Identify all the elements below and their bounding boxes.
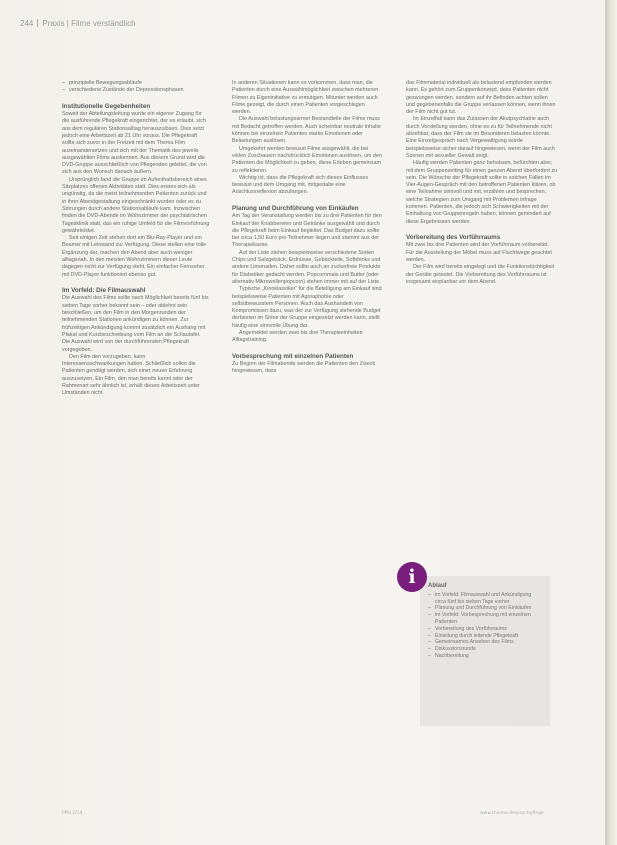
- paragraph: Angemeldet werden zwei bis drei Therapieeinheiten Alltagstraining.: [232, 330, 363, 344]
- list-item: – im Vorfeld: Filmauswahl und Ankündigung circa fünf bis sieben Tage vorher: [428, 592, 542, 606]
- section-heading: Vorbereitung des Vorführraums: [406, 233, 501, 241]
- info-box-list: [428, 592, 542, 660]
- footer-left: PPH 2/14: [62, 811, 83, 816]
- paragraph: Die Auswahl des Films sollte nach Möglichkeit bereits fünf bis sieben Tage vorher bekannt sein – oder ablehnt sein beschließen, um den Film in den Morgenrunden der teilnehmenden Stationen ankündigen zu können. Zur frühzeitigen Ankündigung kommt zusätzlich ein Aushang mit Plakat und Kurzbeschreibung vom Film an die Schautafel. Die Auswahl wird von der durchführenden Pflegekraft vorgegeben.: [62, 295, 209, 353]
- column-2: [232, 80, 382, 376]
- list-item: – Planung und Durchführung von Einkäufen: [428, 605, 542, 612]
- paragraph: Der Film wird bereits eingelegt und die Funktionstüchtigkeit der Geräte getestet. Die Vorbereitung des Vorführraums ist insgesamt einplanbar vor dem Abend.: [406, 264, 555, 285]
- paragraph: In anderen Situationen kann es vorkommen, dass man, die Patienten durch eine Auswahlmöglichkeit zwischen mehreren Filmen zu Eigeninitiative zu ermutigen. Mitunter werden auch Filme gezeigt, die durch einen Patienten vorgeschlagen werden.: [232, 80, 379, 116]
- info-icon: i: [397, 562, 427, 592]
- section-heading: Vorbesprechung mit einzelnen Patienten: [232, 352, 354, 360]
- section-heading: Planung und Durchführung von Einkäufen: [232, 204, 359, 212]
- paragraph: das Filmmaterial individuell als belastend empfunden werden kann. Es gehört zum Gruppenkonzept, dass Patienten nicht gezwungen werden, sondern auf ihr Befinden achten sollen und gegebenenfalls die Gruppe verlassen können, wenn ihnen der Film nicht gut tut.: [406, 80, 556, 116]
- page-header: [20, 19, 136, 28]
- list-item: – prinzipielle Bewegungsabläufe: [62, 80, 210, 87]
- list-item: – Diskussionsrunde: [428, 646, 542, 653]
- list-item: – Vorbereitung des Vorführraums: [428, 626, 542, 633]
- section-heading: Institutionelle Gegebenheiten: [62, 102, 151, 110]
- footer-right: www.thieme.de/psychpflege: [480, 811, 544, 816]
- section-heading: Im Vorfeld: Die Filmauswahl: [62, 286, 146, 294]
- list-item: – Gemeinsames Ansehen des Films: [428, 639, 542, 646]
- page-number: 244: [20, 19, 34, 28]
- list-item: – verschiedene Zustände der Depressionsphasen: [62, 87, 210, 94]
- paragraph: Die Auswahl belastungsarmer Bestandteile der Filme muss mit Bedacht getroffen werden. Auch scheinbar neutrale Inhalte können bei einzelnen Patienten starke Emotionen oder Belastungen auslösen.: [232, 116, 381, 145]
- paragraph: Zu Beginn der Filmabende werden die Patienten den Zweck hingewiesen, dass: [232, 361, 376, 375]
- column-1: [62, 80, 210, 398]
- list-item: – Einleitung durch leitende Pflegekraft: [428, 633, 542, 640]
- paragraph: Auf der Liste stehen beispielsweise verschiedene Sorten Chips und Salzgebäck, Erdnüsse, Gebäckteile, Softdrinks und andere Limonaden. Daher sollte auch an zuckerfreie Produkte für Diabetiker gedacht werden. Popcornmais und Butter (oder alternativ Mikrowellenpopcorn) stehen immer mit auf der Liste.: [232, 249, 381, 285]
- list-item: – im Vorfeld: Vorbesprechung mit einzelnen Patienten: [428, 612, 542, 626]
- paragraph: Typische „Kinoklassiker“ für die Beteiligung am Einkauf sind beispielsweise Patienten mit Agoraphobie oder selbstbewusstem Personen. Auch das Aushandeln von Kompromissen dazu, was der zur Verfügung stehende Budget derbesten im Sinne der Gruppe eingesetzt werden kann, stellt häufig eine sinnvolle Übung dar.: [232, 286, 382, 329]
- bullet-list-top: [62, 80, 210, 95]
- paragraph: Seit einigen Zeit stehen dort ein Blu-Ray-Player und ein Beamer mit Leinwand zur Verfügung. Diese stellen eine tolle Ergänzung dar, machen den Abend aber auch weniger alltagsnah. In den meisten Wohnzimmern dieser Leute dagegen nicht zur Verfügung steht. Ein einfacher Fernseher mit DVD-Player funktioniert ebenso gut.: [62, 235, 207, 278]
- paragraph: Den Film den vorzugeben, kann Interessensschwankungen haben. Schließlich sollen die Patienten genötigt werden, sich einer neuen Erfahrung auszusetzen. Ein Film, den man bereits kennt oder der Rahmenart sehr ähnlich ist, erhält dieses Arbeitszeit unter Umständen nicht.: [62, 353, 200, 397]
- info-box-ablauf: [420, 576, 550, 726]
- header-title: Praxis | Filme verständlich: [42, 19, 136, 28]
- paragraph: Am Tag der Veranstaltung werden bis zu drei Patienten für den Einkauf der Knabbereien und Getränke ausgewählt und durch die Pflegekraft beim Einkauf begleitet. Das Budget dazu sollte bei circa 1,50 Euro pro Teilnehmer liegen und stammt aus der Therapiekasse.: [232, 213, 382, 249]
- paragraph: Soweit der Abteilungsleitung wurde ein eigener Zugang für die ausführende Pflegekraft eingerichtet, der es erlaubt, sich aus dem regulären Stationsalltag herauszulösen. Dies setzt jedoch eine Arbeitszeit ab 21 Uhr voraus. Die Pflegekraft sollte sich zuvor in der Freizeit mit dem Thema Film auseinandersetzen und sich mit der Thematik des jeweils ausgewählten Films auskennen. Aus diesem Grund wird die DVD-Gruppe ausschließlich von Pflegenden geleitet, die von sich aus den Wunsch danach äußern.: [62, 111, 207, 176]
- info-box-title: Ablauf: [428, 583, 447, 589]
- paragraph: Im Einzelfall kann das Zulassen der Akutpsychiatrie auch durch Vorstellung werden, ohne es zu für Teilnehmende nicht absehbar, dass der Film sie im Besonderen belasten könnte. Eine Einzelgespräch nach Vergewaltigung würde beispielsweise sicher darauf hingewiesen, wenn der Film auch Szenen mit sexueller Gewalt zeigt.: [406, 116, 555, 159]
- header-divider: [37, 19, 38, 27]
- paragraph: Umgekehrt werden bewusst Filme ausgewählt, die bei vielen Zuschauern nachdrücklich Emotionen auslösen, um den Patienten die Möglichkeit zu geben, diese Erleben gemeinsam zu reflektieren.: [232, 145, 382, 174]
- list-item: – Nachbereitung: [428, 653, 542, 660]
- paragraph: Mit zwei bis drei Patienten wird der Vorführraum vorbereitet. Für die Ausstellung der Möbel muss auf Fluchtwege geachtet werden.: [406, 242, 552, 264]
- page-edge-shadow: [605, 0, 617, 845]
- paragraph: Häufig werden Patienten ganz behutsam, befürchten aber, mit dem Gruppensetting für einen ganzen Abend überfordert zu sein. Die Wünsche der Pflegekraft sollte in solchen Fällen im Vier-Augen-Gespräch mit den betroffenen Patienten klären, ob eine Teilnahme sinnvoll und mit, erzählen und besprechen, welche Strategien zum Umgang mit Problemen infrage kommen. Patienten, die jedoch sich Schwierigkeiten mit der Einhaltung von Gruppenregeln haben, können gemindert auf diese Ergebnissen werden.: [406, 160, 558, 225]
- column-3: [406, 80, 558, 286]
- paragraph: Wichtig ist, dass die Pflegekraft sich dieses Einflusses bewusst und dem Umgang mit, mitgestalte eine Anschlussreflexion abzufangen.: [232, 174, 369, 196]
- paragraph: Ursprünglich fand die Gruppe im Aufenthaltsbereich eines Sitzplatzes offenen Aktivitäten statt. Dies erwies sich als ungünstig, da die meist teilnehmenden Patienten zurück und in ihrer Abendgestaltung eingeschränkt wurden oder es zu Störungen durch andere Stationsabläufe kam. Inzwischen finden die DVD-Abende im Wohnzimmer der psychiatrischen Tagesklinik statt, das ein ruhige Umfeld für die Filmvorführung gewährleistet.: [62, 176, 210, 234]
